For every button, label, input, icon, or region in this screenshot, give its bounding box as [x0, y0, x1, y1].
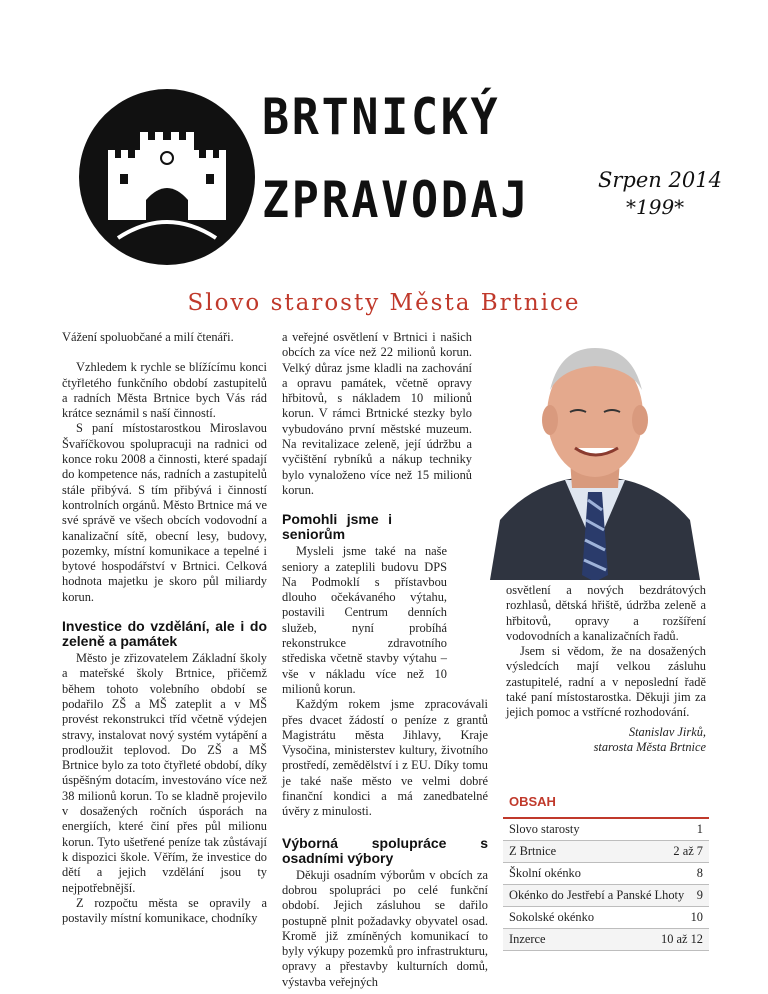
- paragraph: Jsem si vědom, že na dosažených výsledcích mají velkou zásluhu zastupitelé, radní a v neposlední řadě také paní místostarostka. Děkuji jim za jejich pomoc a vstřícné rozhodování.: [506, 644, 706, 720]
- toc-item-label: Inzerce: [509, 932, 546, 946]
- paragraph: Mysleli jsme také na naše seniory a zateplili budovu DPS Na Podmoklí s přístavbou dlouho očekávaného výtahu, postavili Centrum denních služeb, nyní probíhá rekonstrukce zdravotního střediska včetně stavby výtahu – vše v nákladu více než 10 milionů korun.: [282, 544, 447, 696]
- article-column-1: [62, 330, 267, 926]
- mayor-portrait-photo: [470, 320, 720, 580]
- table-of-contents: [503, 790, 709, 951]
- toc-item-page: 9: [696, 888, 703, 902]
- toc-item-page: 2 až 7: [673, 844, 703, 858]
- greeting: Vážení spoluobčané a milí čtenáři.: [62, 330, 234, 344]
- issue-month: Srpen 2014: [598, 168, 722, 192]
- paragraph: Město je zřizovatelem Základní školy a mateřské školy Brtnice, přičemž během tohoto volebního období se podařilo ZŠ a MŠ zateplit a v MŠ provést rekonstrukci tříd včetně výdejen stravy, instalovat nový systém vytápění a prodloužit teplovod. Do ZŠ a MŠ Brtnice bylo za toto čtyřleté období, díky úspěšným dotacím, investováno více než 38 milionů korun. To se kladně projevilo v dosažených ročních úsporách na energiích, které činí přes půl milionu korun. Tyto ušetřené peníze tak zůstávají k dispozici škole. Věřím, že investice do dětí a jejich vzdělání jsou ty nejpotřebnější.: [62, 651, 267, 895]
- paragraph: Z rozpočtu města se opravily a postavily místní komunikace, chodníky: [62, 895, 267, 926]
- toc-item: [503, 885, 709, 907]
- toc-item-label: Slovo starosty: [509, 822, 580, 836]
- article-column-3: [506, 583, 706, 755]
- paragraph: Děkuji osadním výborům v obcích za dobrou spolupráci po celé funkční období. Jejich zásluhou se dařilo postupně plnit požadavky obyvatel osad. Kromě již zmíněných komunikací to byly výkupy pozemků pro infrastrukturu, opravy a přestavby kulturních domů, výstavba veřejných: [282, 867, 488, 989]
- toc-list: [503, 819, 709, 951]
- paragraph: Vzhledem k rychle se blížícímu konci čtyřletého funkčního období zastupitelů a radních Města Brtnice bych Vás rád krátce seznámil s naší činností.: [62, 360, 267, 421]
- toc-item-label: Okénko do Jestřebí a Panské Lhoty: [509, 888, 685, 902]
- toc-item: [503, 863, 709, 885]
- toc-item-label: Z Brtnice: [509, 844, 557, 858]
- paragraph: osvětlení a nových bezdrátových rozhlasů, dětská hřiště, údržba zeleně a hřbitovů, opravy a rozšíření vodovodních a kanalizačních řadů.: [506, 583, 706, 643]
- article-column-2: [282, 330, 488, 990]
- toc-item-page: 10 až 12: [661, 932, 703, 946]
- section-heading: Výborná spolupráce s osadními výbory: [282, 834, 488, 866]
- masthead-title-line1: BRTNICKÝ: [262, 88, 501, 146]
- issue-number: *199*: [626, 195, 685, 219]
- signature-role: starosta Města Brtnice: [593, 739, 706, 754]
- toc-item: [503, 907, 709, 929]
- toc-item-page: 1: [696, 822, 703, 836]
- toc-title: OBSAH: [503, 790, 709, 819]
- castle-gate-icon: [78, 88, 256, 266]
- toc-item-page: 8: [696, 866, 703, 880]
- toc-item: [503, 819, 709, 841]
- section-heading: Investice do vzdělání, ale i do zeleně a památek: [62, 618, 267, 650]
- paragraph: a veřejné osvětlení v Brtnici i našich obcích za více než 22 milionů korun. Velký důraz jsme kladli na zachování a opravu památek, včetně opravy hřbitovů, s nákladem 10 milionů korun. V rámci Brtnické stezky bylo vybudováno první městské muzeum. Na revitalizace zeleně, její údržbu a vyčištění rybníků a nákup techniky bylo vynaloženo více než 15 milionů korun.: [282, 330, 472, 497]
- signature-name: Stanislav Jirků,: [628, 724, 706, 739]
- toc-item: [503, 841, 709, 863]
- article-headline: Slovo starosty Města Brtnice: [187, 290, 581, 316]
- paragraph: Každým rokem jsme zpracovávali přes dvacet žádostí o peníze z grantů Magistrátu města Jihlavy, Kraje Vysočina, ministerstev kultury, životního prostředí, zemědělství i z EU. Díky tomu je také naše město ve velmi dobré finanční kondici a má zanedbatelné úvěry z minulosti.: [282, 697, 488, 819]
- toc-item-label: Sokolské okénko: [509, 910, 595, 924]
- masthead-title-line2: ZPRAVODAJ: [262, 171, 531, 229]
- paragraph: S paní místostarostkou Miroslavou Švaříčkovou spolupracuji na radnici od konce roku 2008 a činnosti, které spadají do kompetence nás, radních a zastupitelů stále přibývá. S tím přibývá i činností kontrolních orgánů. Město Brtnice má ve své správě ve všech obcích vodovodní a kanalizační sítě, obecní lesy, budovy, pozemky, místní komunikace a tepelné i bytové hospodářství v Brtnici. Celková hodnota majetku je skoro půl miliardy korun.: [62, 421, 267, 604]
- toc-item: [503, 929, 709, 951]
- toc-item-label: Školní okénko: [509, 866, 581, 880]
- toc-item-page: 10: [690, 910, 703, 924]
- section-heading: Pomohli jsme i seniorům: [282, 511, 392, 543]
